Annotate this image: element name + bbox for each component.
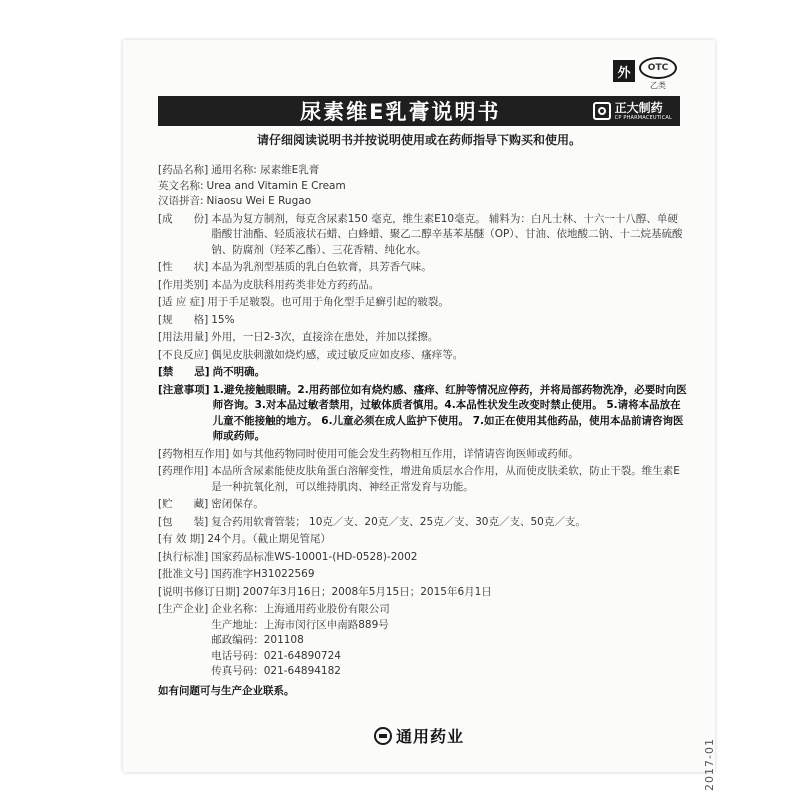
field-row — [158, 313, 687, 329]
field-label: [药物相互作用] — [158, 447, 230, 460]
field-row — [158, 515, 687, 531]
brand-english-name: CP PHARMACEUTICAL — [614, 114, 672, 121]
field-value: 如与其他药物同时使用可能会发生药物相互作用，详情请咨询医师或药师。 — [232, 447, 579, 460]
version-date: 2017-01 — [703, 738, 716, 791]
field-row — [158, 464, 687, 495]
field-value: 通用名称: 尿素维E乳膏 — [211, 164, 320, 176]
company-logo-icon — [374, 727, 392, 745]
field-row — [158, 278, 687, 294]
field-label: [贮 藏] — [158, 498, 209, 510]
field-value: 本品为复方制剂，每克含尿素150 毫克，维生素E10毫克。 辅料为：白凡士林、十六一十八醇、单硬脂酸甘油酯、轻质液状石蜡、白蜂蜡、聚乙二醇辛基苯基醚（OP）、甘油、依地酸二钠、十二烷基硫酸钠、防腐剂（羟苯乙酯）、三花香精、纯化水。 — [211, 212, 683, 256]
field-list — [158, 163, 687, 600]
field-label: [药理作用] — [158, 465, 209, 477]
classification-badges — [613, 57, 677, 91]
field-label: [不良反应] — [158, 348, 209, 361]
field-row — [158, 383, 687, 445]
field-row — [158, 163, 687, 179]
field-row — [158, 194, 687, 210]
manufacturer-line: 传真号码：021-64894182 — [211, 665, 341, 677]
field-label: [注意事项] — [158, 383, 210, 396]
manufacturer-label: [生产企业] — [158, 603, 209, 615]
field-row — [158, 260, 687, 276]
field-label: [药品名称] — [158, 164, 209, 176]
field-label: [作用类别] — [158, 278, 209, 291]
brand-name: 正大制药 — [614, 100, 663, 115]
field-label: [说明书修订日期] — [158, 585, 240, 598]
otc-badge — [639, 57, 677, 91]
manufacturer-line: 企业名称：上海通用药业股份有限公司 — [211, 603, 390, 615]
field-value: 偶见皮肤刺激如烧灼感，或过敏反应如皮疹、瘙痒等。 — [211, 348, 464, 361]
field-row — [158, 365, 687, 381]
field-label: [适 应 症] — [158, 296, 205, 308]
company-logo — [374, 724, 464, 747]
field-value: 2007年3月16日；2008年5月15日；2015年6月1日 — [242, 585, 492, 598]
field-label: [性 状] — [158, 261, 209, 273]
field-row — [158, 447, 687, 463]
document-title: 尿素维E乳膏说明书 — [300, 100, 501, 124]
reading-notice: 请仔细阅读说明书并按说明使用或在药师指导下购买和使用。 — [256, 133, 581, 147]
manufacturer-line: 电话号码：021-64890724 — [211, 649, 341, 662]
field-value: Niaosu Wei E Rugao — [206, 195, 312, 207]
field-row — [158, 179, 687, 195]
field-row — [158, 348, 687, 364]
field-label: [用法用量] — [158, 331, 209, 343]
manufacturer-section — [158, 602, 687, 680]
field-value: 密闭保存。 — [211, 498, 264, 510]
otc-oval-icon: OTC — [639, 57, 677, 79]
field-row — [158, 567, 687, 583]
field-value: 24个月。（截止期见管尾） — [207, 533, 331, 545]
field-label: 英文名称: — [158, 179, 204, 192]
field-label: [成 份] — [158, 212, 209, 225]
field-row — [158, 532, 687, 548]
field-label: [包 装] — [158, 515, 209, 528]
field-value: 本品为皮肤科用药类非处方药药品。 — [211, 278, 380, 291]
field-value: 复合药用软膏管装； 10克／支、20克／支、25克／支、30克／支、50克／支。 — [211, 515, 586, 528]
field-row — [158, 550, 687, 566]
field-value: 尚不明确。 — [212, 366, 266, 378]
field-value: Urea and Vitamin E Cream — [206, 179, 346, 192]
title-bar — [158, 96, 680, 126]
field-value: 外用，一日2-3次，直接涂在患处，并加以揉擦。 — [211, 331, 439, 343]
manufacturer-line: 生产地址：上海市闵行区申南路889号 — [211, 618, 389, 631]
field-row — [158, 330, 687, 346]
field-label: [禁 忌] — [158, 366, 210, 378]
field-value: 本品为乳剂型基质的乳白色软膏，具芳香气味。 — [211, 261, 432, 273]
external-use-mark: 外 — [613, 60, 635, 82]
field-label: [规 格] — [158, 313, 209, 326]
field-label: [执行标准] — [158, 550, 209, 563]
leaflet-body — [158, 163, 687, 699]
field-value: 1.避免接触眼睛。2.用药部位如有烧灼感、瘙痒、红肿等情况应停药，并将局部药物洗净，必要时向医师咨询。3.对本品过敏者禁用，过敏体质者慎用。4.本品性状发生改变时禁止使用。 5.请将本品放在儿童不能接触的地方。 6.儿童必须在成人监护下使用。 7.如正在使用其他药品，使用本品前请咨询医师或药师。 — [212, 383, 687, 442]
field-value: 国药准字H31022569 — [211, 568, 315, 580]
company-logo-text: 通用药业 — [395, 727, 465, 746]
contact-note: 如有问题可与生产企业联系。 — [158, 684, 295, 697]
field-value: 用于手足皲裂。也可用于角化型手足癣引起的皲裂。 — [207, 296, 449, 308]
leaflet-sheet — [123, 40, 716, 791]
manufacturer-line: 邮政编码：201108 — [211, 634, 304, 646]
field-label: 汉语拼音: — [158, 195, 204, 207]
field-row — [158, 585, 687, 601]
brand-logo-icon — [593, 102, 611, 120]
field-label: [批准文号] — [158, 568, 209, 580]
field-label: [有 效 期] — [158, 533, 205, 545]
field-value: 本品所含尿素能使皮肤角蛋白溶解变性，增进角质层水合作用，从而使皮肤柔软，防止干裂。维生素E 是一种抗氧化剂，可以维持肌肉、神经正常发育与功能。 — [211, 465, 680, 493]
field-row — [158, 212, 687, 259]
field-row — [158, 295, 687, 311]
otc-class-label: 乙类 — [650, 81, 666, 90]
field-value: 15% — [211, 313, 235, 326]
brand-logo — [593, 102, 680, 121]
field-value: 国家药品标准WS-10001-(HD-0528)-2002 — [211, 550, 418, 563]
field-row — [158, 497, 687, 513]
